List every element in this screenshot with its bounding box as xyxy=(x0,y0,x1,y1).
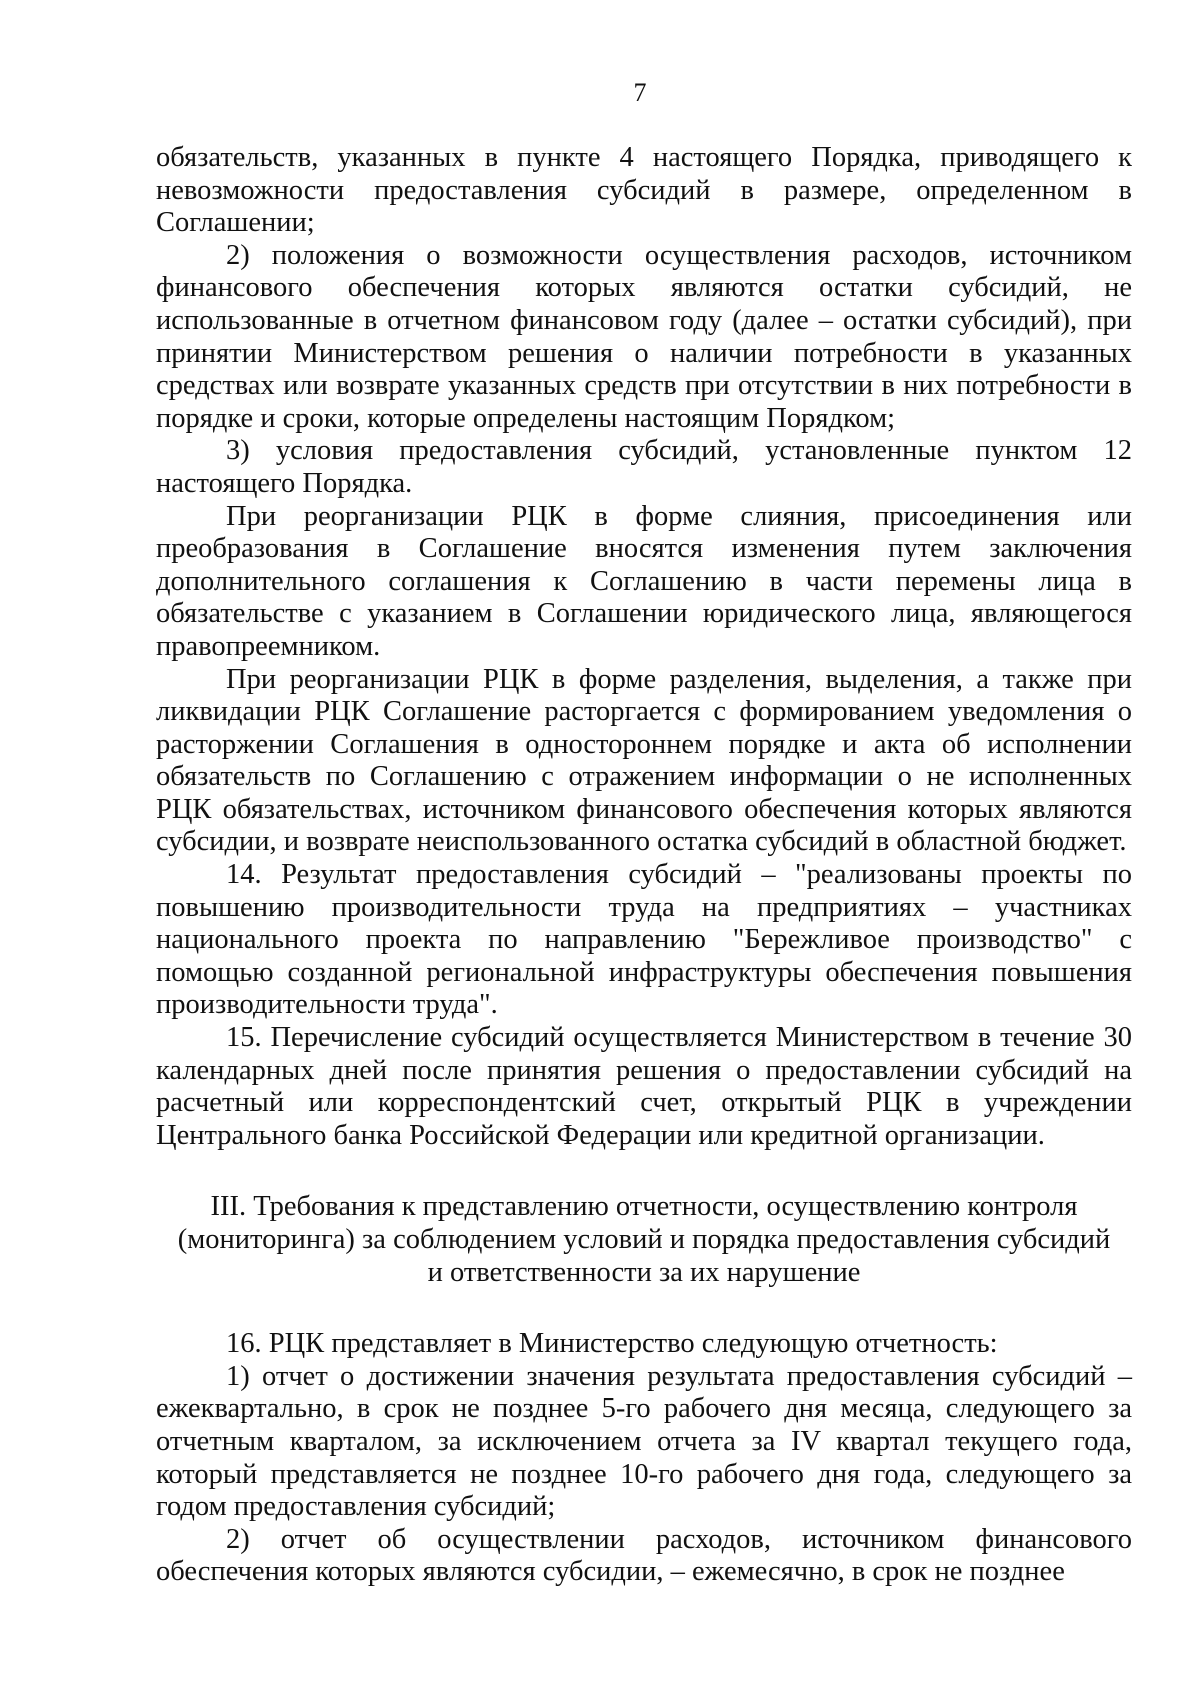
paragraph-item-3-conditions: 3) условия предоставления субсидий, установленные пунктом 12 настоящего Порядка. xyxy=(156,435,1132,499)
paragraph-clause-16-reporting: 16. РЦК представляет в Министерство следующую отчетность: xyxy=(226,1328,998,1360)
section-heading xyxy=(156,1191,1132,1289)
paragraph-item-2-remaining-subsidies: 2) положения о возможности осуществления расходов, источником финансового обеспечения которых являются остатки субсидий, не использованные в отчетном финансовом году (далее – остатки субсидий), при принятии Министерством решения о наличии потребности в указанных средствах или возврате указанных средств при отсутствии в них потребности в порядке и сроки, которые определены настоящим Порядком; xyxy=(156,239,1132,434)
paragraph-clause-14-result: 14. Результат предоставления субсидий – "реализованы проекты по повышению производительности труда на предприятиях – участниках национального проекта по направлению "Бережливое производство" с помощью созданной региональной инфраструктуры обеспечения повышения производительности труда". xyxy=(156,859,1132,1021)
paragraph-reorganization-merger: При реорганизации РЦК в форме слияния, присоединения или преобразования в Соглашение вносятся изменения путем заключения дополнительного соглашения к Соглашению в части перемены лица в обязательстве с указанием в Соглашении юридического лица, являющегося правопреемником. xyxy=(156,500,1132,662)
paragraph-clause-15-transfer: 15. Перечисление субсидий осуществляется Министерством в течение 30 календарных дней после принятия решения о предоставлении субсидий на расчетный или корреспондентский счет, открытый РЦК в учреждении Центрального банка Российской Федерации или кредитной организации. xyxy=(156,1022,1132,1151)
section-heading-line-3: и ответственности за их нарушение xyxy=(427,1256,861,1288)
paragraph-obligations-continuation: обязательств, указанных в пункте 4 настоящего Порядка, приводящего к невозможности предоставления субсидий в размере, определенном в Соглашении; xyxy=(156,142,1132,239)
paragraph-report-1-result: 1) отчет о достижении значения результата предоставления субсидий – ежеквартально, в срок не позднее 5-го рабочего дня месяца, следующего за отчетным кварталом, за исключением отчета за IV квартал текущего года, который представляется не позднее 10-го рабочего дня года, следующего за годом предоставления субсидий; xyxy=(156,1360,1132,1523)
paragraph-report-2-expenses: 2) отчет об осуществлении расходов, источником финансового обеспечения которых являются субсидии, – ежемесячно, в срок не позднее xyxy=(156,1523,1132,1588)
paragraph-reorganization-division: При реорганизации РЦК в форме разделения, выделения, а также при ликвидации РЦК Соглашение расторгается с формированием уведомления о расторжении Соглашения в одностороннем порядке и акта об исполнении обязательств по Соглашению с отражением информации о не исполненных РЦК обязательствах, источником финансового обеспечения которых являются субсидии, и возврате неиспользованного остатка субсидий в областной бюджет. xyxy=(156,663,1132,858)
section-heading-line-2: (мониторинга) за соблюдением условий и порядка предоставления субсидий xyxy=(177,1224,1111,1255)
page-number: 7 xyxy=(633,78,647,107)
document-body xyxy=(156,142,1132,1589)
section-heading-line-1: III. Требования к представлению отчетности, осуществлению контроля xyxy=(210,1191,1078,1223)
